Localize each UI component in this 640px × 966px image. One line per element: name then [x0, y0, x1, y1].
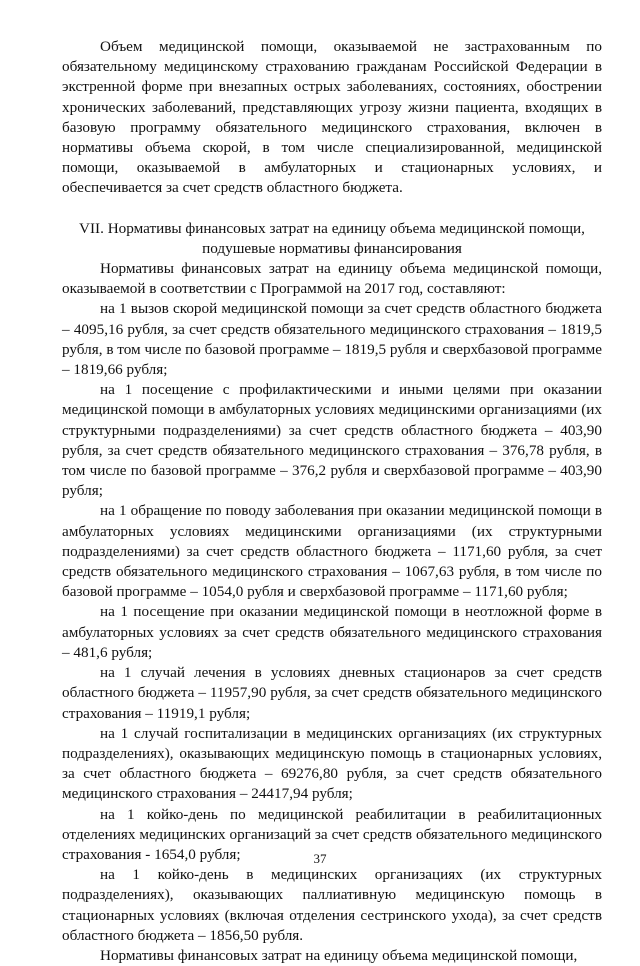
section-heading: VII. Нормативы финансовых затрат на единицу объема медицинской помощи, подушевые нормативы финансирования: [79, 219, 585, 257]
page-number: 37: [313, 851, 327, 866]
lead-paragraph: Нормативы финансовых затрат на единицу объема медицинской помощи, оказываемой в соответствии с Программой на 2017 год, составляют:: [62, 260, 602, 298]
norm-item-urgent-visit: на 1 посещение при оказании медицинской помощи в неотложной форме в амбулаторных условиях за счет средств обязательного медицинского страхования – 481,6 рубля;: [62, 603, 602, 661]
page-content: [62, 37, 602, 966]
paragraph-gap: [62, 199, 602, 219]
norm-item-palliative-bed-day: на 1 койко-день в медицинских организациях (их структурных подразделениях), оказывающих паллиативную медицинскую помощь в стационарных условиях (включая отделения сестринского ухода), за счет средств областного бюджета – 1856,50 рубля.: [62, 866, 602, 944]
intro-paragraph: Объем медицинской помощи, оказываемой не застрахованным по обязательному медицинскому страхованию гражданам Российской Федерации в экстренной форме при внезапных острых заболеваниях, состояниях, обострении хронических заболеваний, представляющих угрозу жизни пациента, входящих в базовую программу обязательного медицинского страхования, включен в нормативы объема скорой, в том числе специализированной, медицинской помощи, оказываемой в амбулаторных и стационарных условиях, и обеспечивается за счет средств областного бюджета.: [62, 38, 602, 197]
norm-item-preventive-visit: на 1 посещение с профилактическими и иными целями при оказании медицинской помощи в амбулаторных условиях медицинскими организациями (их структурными подразделениями) за счет средств областного бюджета – 403,90 рубля, за счет средств обязательного медицинского страхования – 376,78 рубля, в том числе по базовой программе – 376,2 рубля и сверхбазовой программе – 403,90 рубля;: [62, 381, 602, 500]
norm-item-day-hospital: на 1 случай лечения в условиях дневных стационаров за счет средств областного бюджета – 11957,90 рубля, за счет средств обязательного медицинского страхования – 11919,1 рубля;: [62, 664, 602, 722]
norm-item-rehabilitation-bed-day: на 1 койко-день по медицинской реабилитации в реабилитационных отделениях медицинских организаций за счет средств обязательного медицинского страхования - 1654,0 рубля;: [62, 805, 602, 863]
norm-item-ambulance: на 1 вызов скорой медицинской помощи за счет средств областного бюджета – 4095,16 рубля, за счет средств обязательного медицинского страхования – 1819,5 рубля, в том числе по базовой программе – 1819,5 рубля и сверхбазовой программе – 1819,66 рубля;: [62, 300, 602, 379]
closing-paragraph: Нормативы финансовых затрат на единицу объема медицинской помощи,: [100, 946, 578, 964]
norm-item-hospitalization: на 1 случай госпитализации в медицинских организациях (их структурных подразделениях), оказывающих медицинскую помощь в стационарных условиях, за счет областного бюджета – 69276,80 рубля, за счет средств обязательного медицинского страхования – 24417,94 рубля;: [62, 724, 602, 803]
norm-item-disease-appeal: на 1 обращение по поводу заболевания при оказании медицинской помощи в амбулаторных условиях медицинскими организациями (их структурными подразделениями) за счет средств областного бюджета – 1171,60 рубля, за счет средств обязательного медицинского страхования – 1067,63 рубля, в том числе по базовой программе – 1054,0 рубля и сверхбазовой программе – 1171,60 рубля;: [62, 502, 602, 601]
